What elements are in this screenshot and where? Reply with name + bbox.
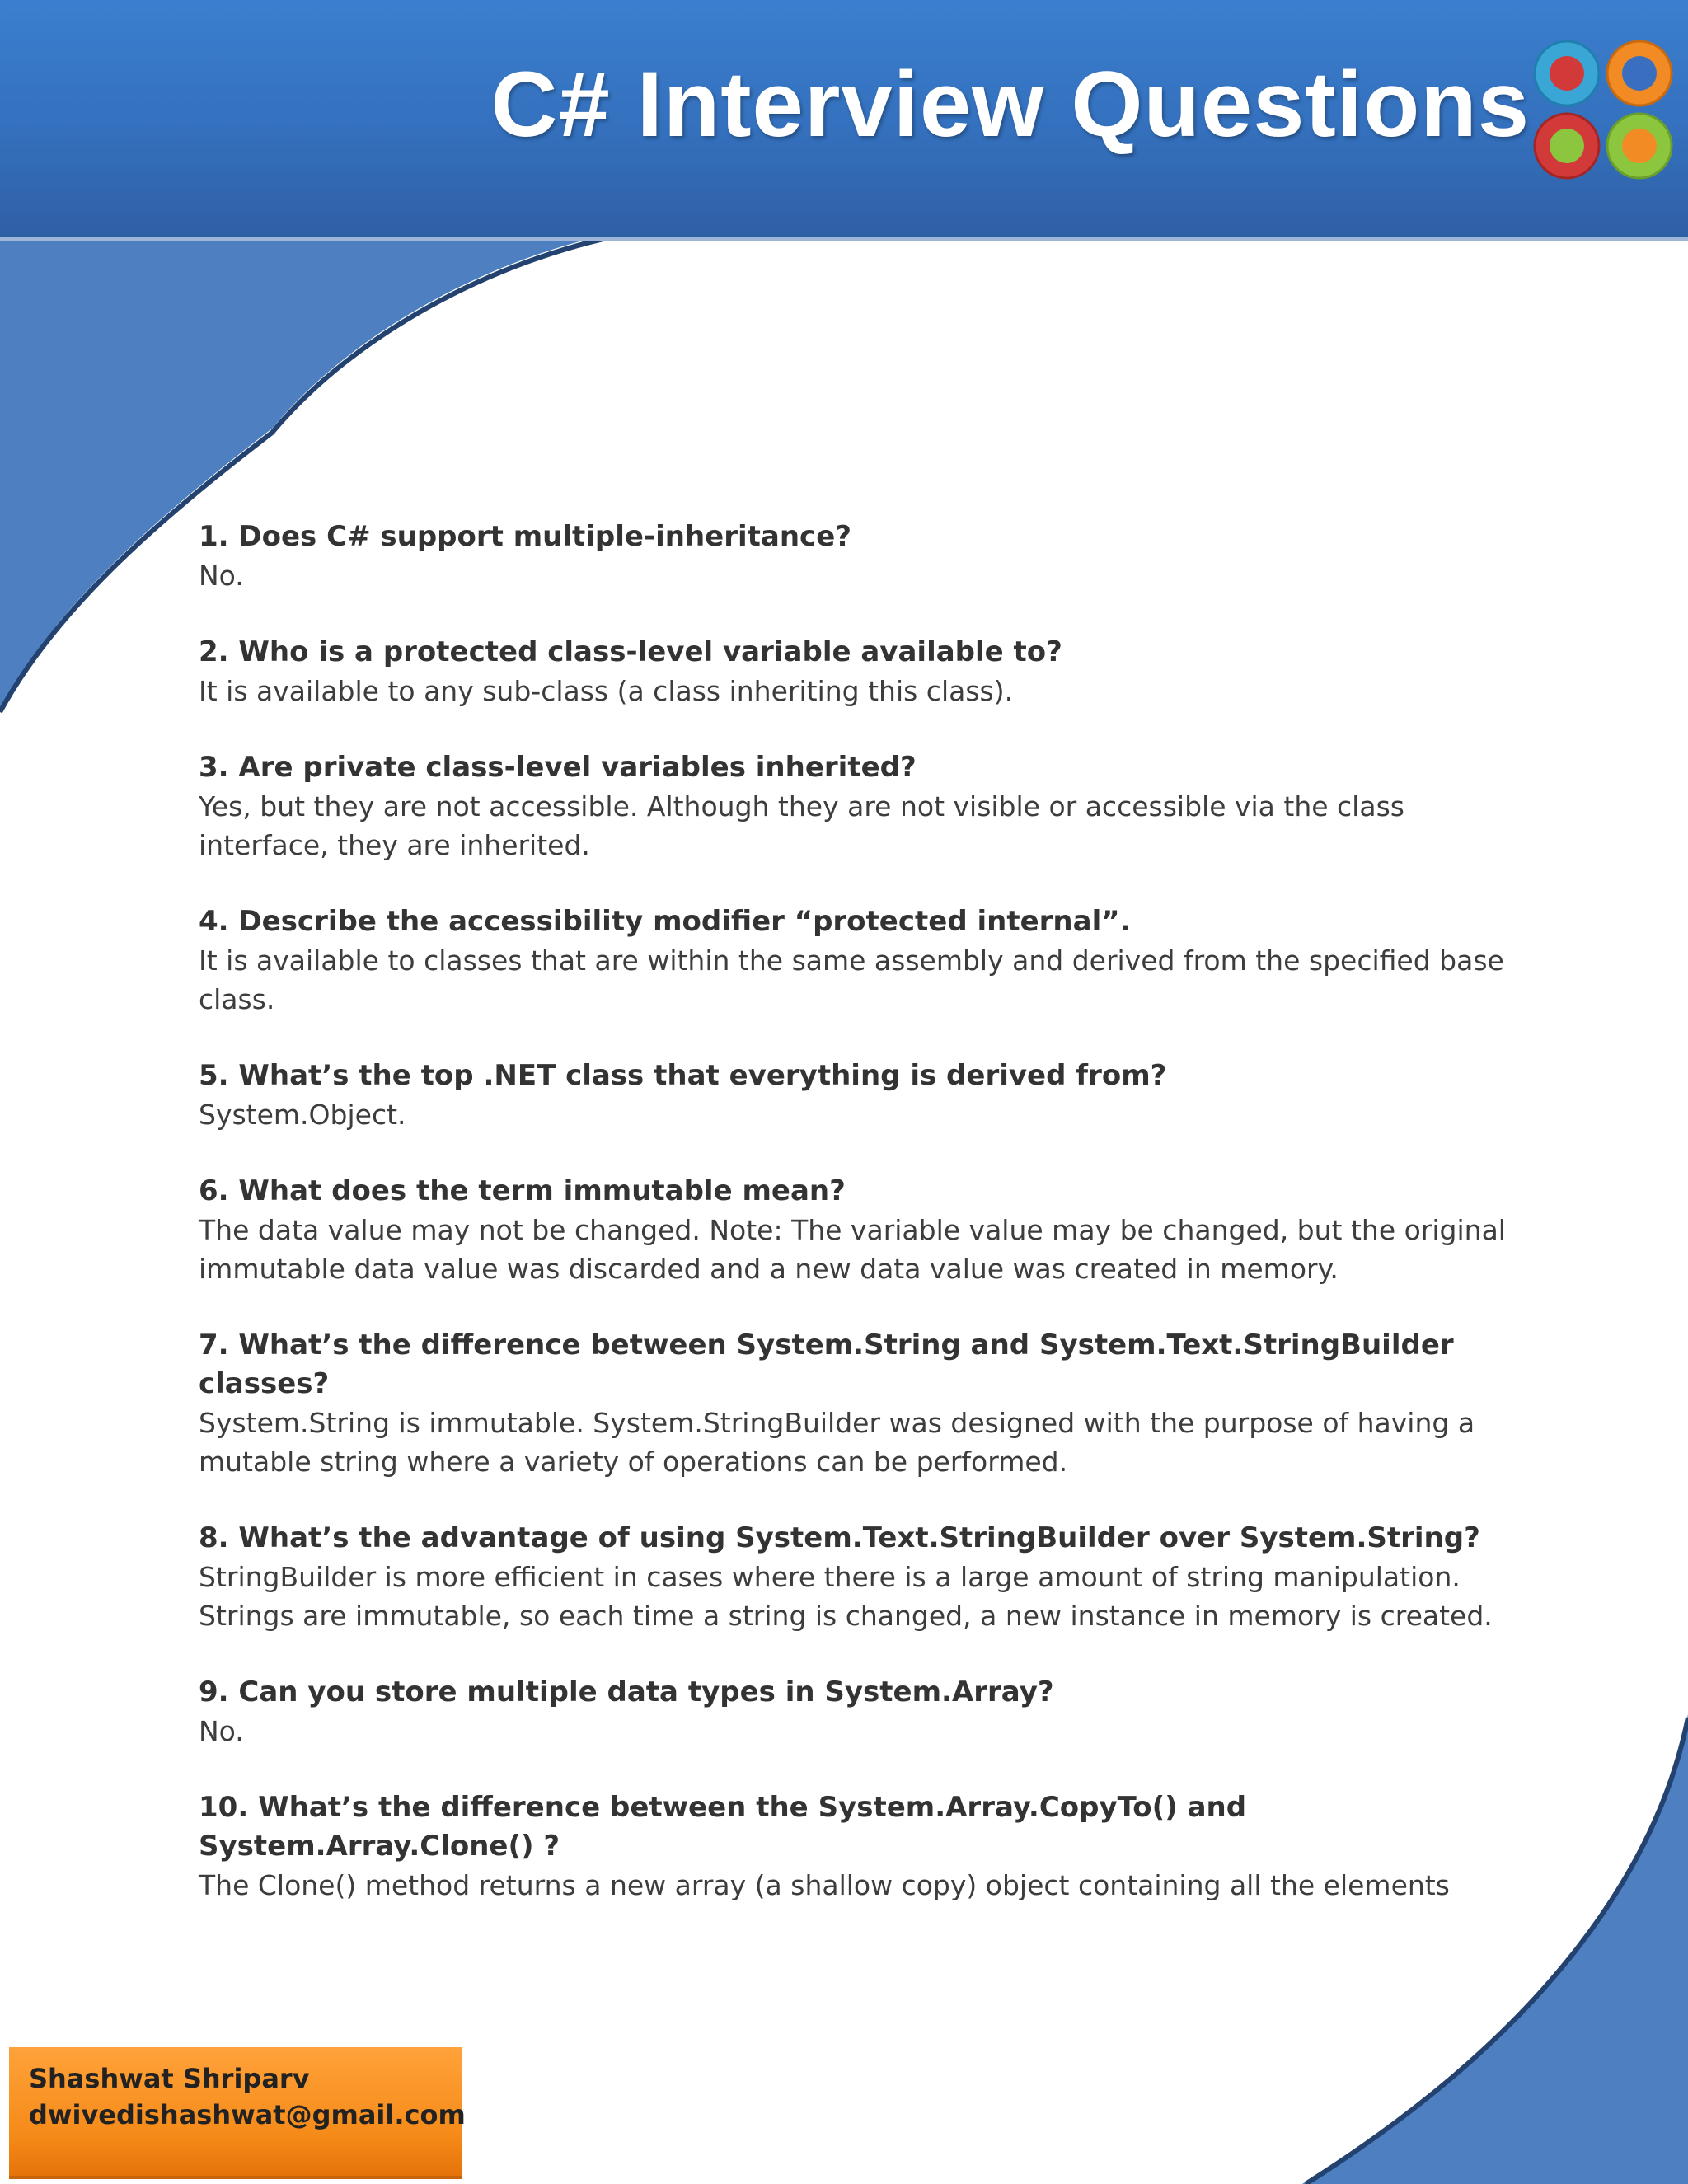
question-item-6 [199, 1172, 1517, 1288]
question-text: 6. What does the term immutable mean? [199, 1174, 846, 1207]
answer-text: Yes, but they are not accessible. Although they are not visible or accessible via the class interface, they are inherited. [199, 790, 1404, 861]
questions-list [199, 518, 1517, 1943]
question-item-3 [199, 748, 1517, 865]
question-item-5 [199, 1057, 1517, 1134]
question-text: 8. What’s the advantage of using System.Text.StringBuilder over System.String? [199, 1521, 1480, 1554]
answer-text: StringBuilder is more efficient in cases where there is a large amount of string manipulation. Strings are immutable, so each time a string is changed, a new instance in memory is created. [199, 1561, 1493, 1632]
answer-text: No. [199, 1715, 244, 1747]
author-badge [9, 2047, 466, 2179]
answer-text: System.Object. [199, 1099, 406, 1131]
answer-text: The Clone() method returns a new array (a shallow copy) object containing all the elements [199, 1869, 1450, 1901]
question-text: 10. What’s the difference between the System.Array.CopyTo() and System.Array.Clone() ? [199, 1791, 1247, 1863]
question-text: 2. Who is a protected class-level variable available to? [199, 635, 1062, 668]
answer-text: It is available to any sub-class (a class inheriting this class). [199, 675, 1014, 707]
question-text: 9. Can you store multiple data types in System.Array? [199, 1675, 1054, 1708]
question-item-10 [199, 1788, 1517, 1905]
question-text: 5. What’s the top .NET class that everything is derived from? [199, 1059, 1167, 1092]
answer-text: It is available to classes that are within the same assembly and derived from the specified base class. [199, 944, 1504, 1015]
author-name: Shashwat Shriparv [29, 2063, 310, 2094]
question-item-8 [199, 1519, 1517, 1635]
question-item-9 [199, 1673, 1517, 1750]
author-email: dwivedishashwat@gmail.com [29, 2099, 466, 2130]
question-text: 7. What’s the difference between System.String and System.Text.StringBuilder classes? [199, 1329, 1454, 1400]
question-text: 1. Does C# support multiple-inheritance? [199, 520, 851, 553]
question-item-4 [199, 902, 1517, 1019]
page-title: C# Interview Questions [490, 53, 1530, 156]
question-item-1 [199, 518, 1517, 595]
answer-text: System.String is immutable. System.StringBuilder was designed with the purpose of having a mutable string where a variety of operations can be performed. [199, 1407, 1475, 1478]
question-item-7 [199, 1326, 1517, 1481]
header-banner [0, 0, 1688, 241]
question-text: 4. Describe the accessibility modifier “protected internal”. [199, 905, 1131, 938]
colored-circles-logo-icon [1530, 36, 1676, 183]
answer-text: The data value may not be changed. Note: The variable value may be changed, but the original immutable data value was discarded and a new data value was created in memory. [199, 1214, 1506, 1285]
question-text: 3. Are private class-level variables inherited? [199, 751, 917, 784]
question-item-2 [199, 633, 1517, 710]
answer-text: No. [199, 560, 244, 592]
